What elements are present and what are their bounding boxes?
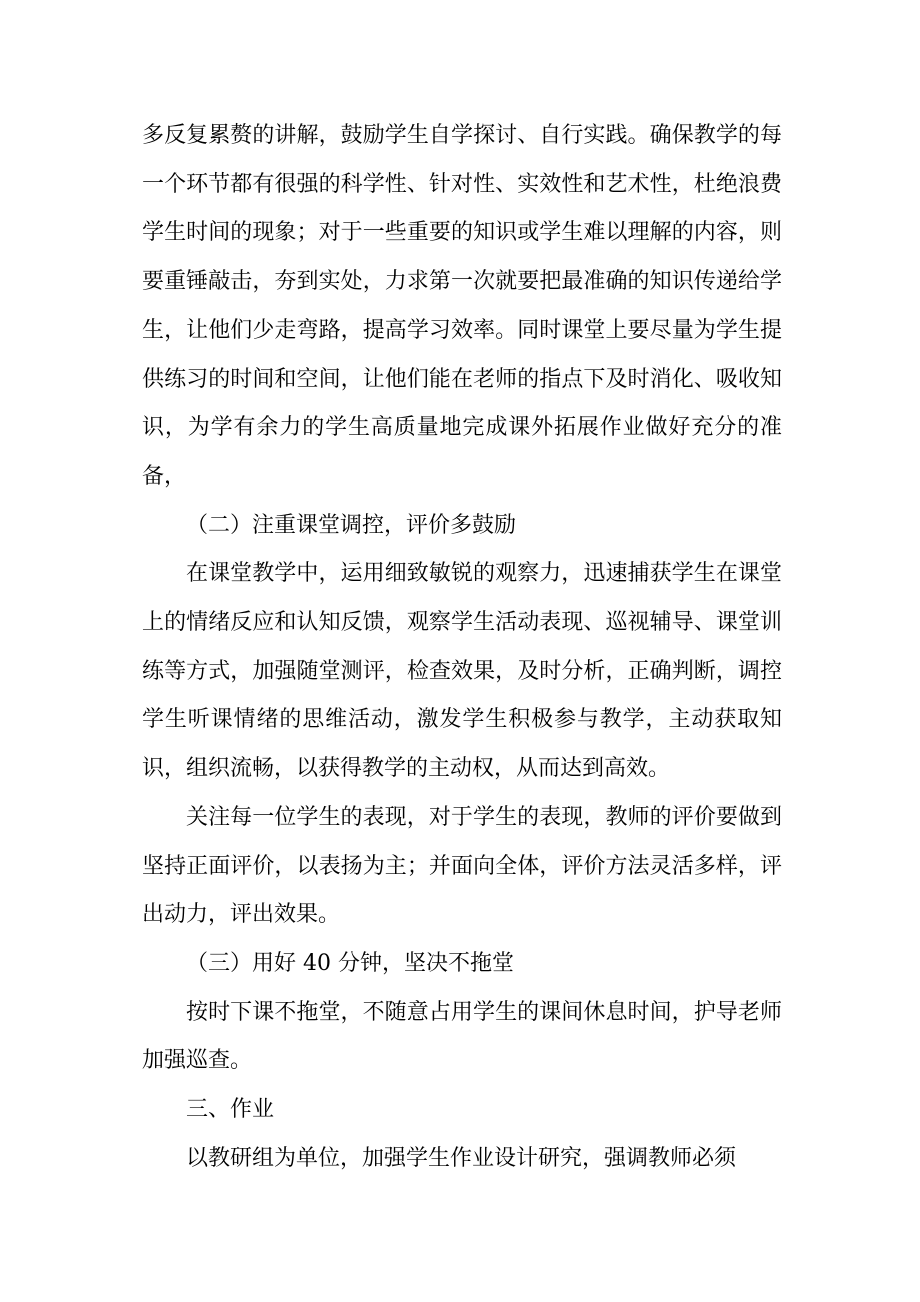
body-paragraph: 多反复累赘的讲解，鼓励学生自学探讨、自行实践。确保教学的每一个环节都有很强的科学性、针对性、实效性和艺术性，杜绝浪费学生时间的现象；对于一些重要的知识或学生难以理解的内容，则要重锤敲击，夯到实处，力求第一次就要把最准确的知识传递给学生，让他们少走弯路，提高学习效率。同时课堂上要尽量为学生提供练习的时间和空间，让他们能在老师的指点下及时消化、吸收知识，为学有余力的学生高质量地完成课外拓展作业做好充分的准备， [142, 123, 782, 489]
body-paragraph: 以教研组为单位，加强学生作业设计研究，强调教师必须 [186, 1145, 737, 1171]
body-paragraph: 按时下课不拖堂，不随意占用学生的课间休息时间，护导老师加强巡查。 [142, 999, 782, 1074]
section-heading-2: （二）注重课堂调控，评价多鼓励 [186, 512, 517, 538]
document-page [142, 112, 782, 1183]
body-paragraph: 在课堂教学中，运用细致敏锐的观察力，迅速捕获学生在课堂上的情绪反应和认知反馈，观察学生活动表现、巡视辅导、课堂训练等方式，加强随堂测评，检查效果，及时分析，正确判断，调控学生听课情绪的思维活动，激发学生积极参与教学，主动获取知识，组织流畅，以获得教学的主动权，从而达到高效。 [142, 561, 782, 782]
body-paragraph: 关注每一位学生的表现，对于学生的表现，教师的评价要做到坚持正面评价，以表扬为主；并面向全体，评价方法灵活多样，评出动力，评出效果。 [142, 804, 782, 928]
section-heading-homework: 三、作业 [186, 1097, 275, 1123]
section-heading-3: （三）用好 40 分钟，坚决不拖堂 [186, 950, 514, 976]
